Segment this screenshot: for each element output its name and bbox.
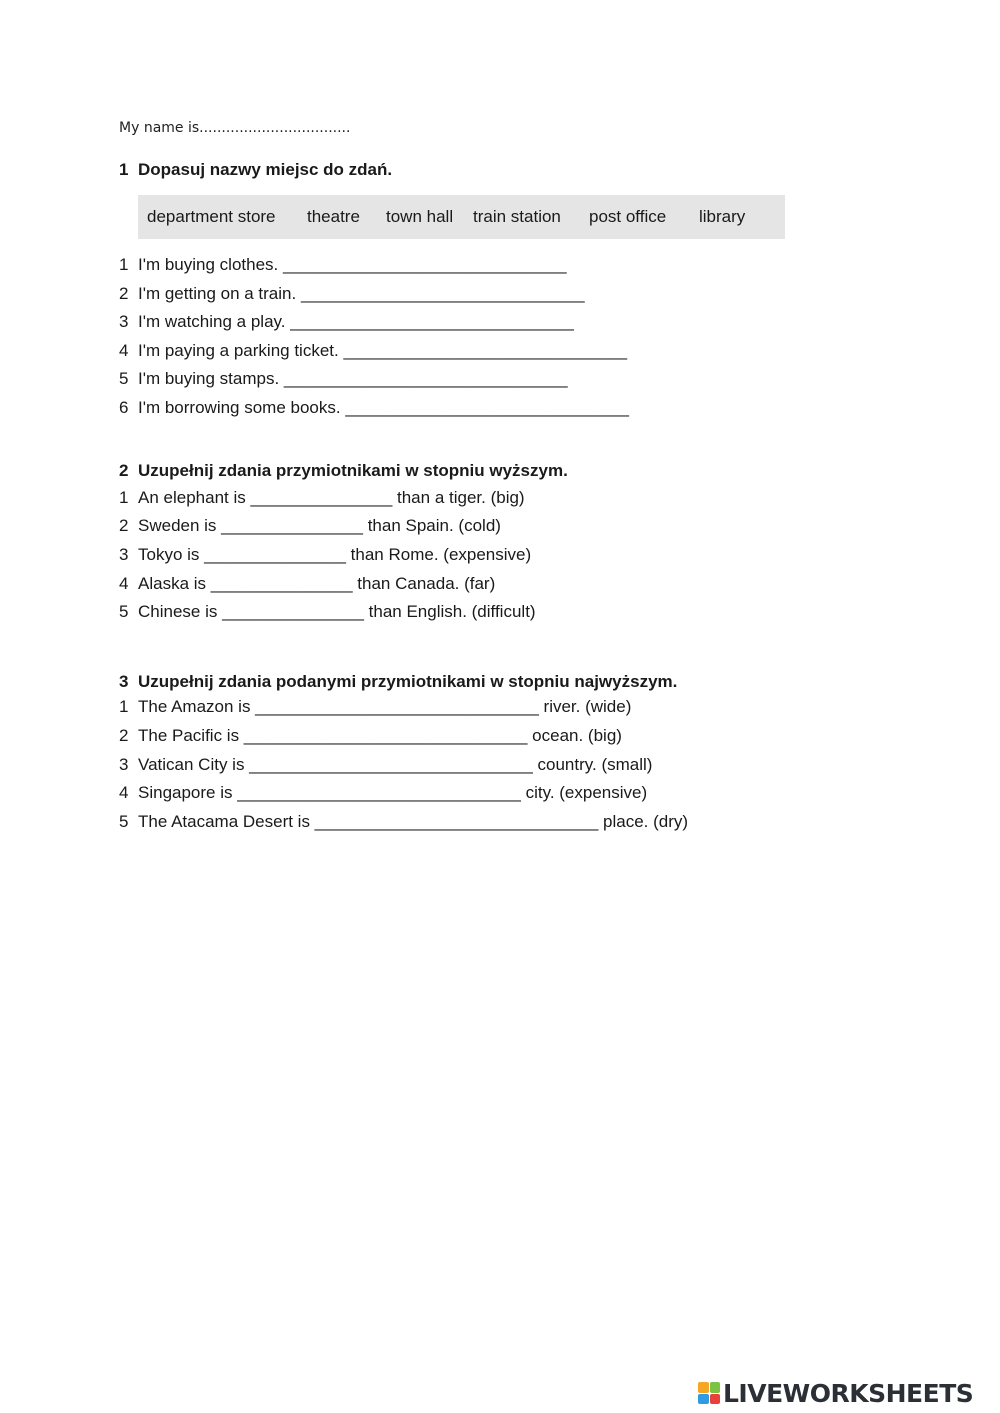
section-title: Dopasuj nazwy miejsc do zdań. bbox=[138, 160, 393, 179]
item-sentence[interactable]: I'm borrowing some books. ______________________________ bbox=[138, 398, 629, 417]
item-sentence[interactable]: An elephant is _______________ than a tiger. (big) bbox=[138, 488, 525, 507]
exercise-item bbox=[119, 516, 501, 536]
item-sentence[interactable]: Sweden is _______________ than Spain. (cold) bbox=[138, 516, 501, 535]
logo-square bbox=[698, 1382, 709, 1393]
item-sentence[interactable]: The Amazon is ______________________________ river. (wide) bbox=[138, 697, 632, 716]
word-bank-item[interactable]: town hall bbox=[386, 207, 454, 226]
item-sentence[interactable]: Singapore is ______________________________ city. (expensive) bbox=[138, 783, 648, 802]
logo-mark-icon bbox=[698, 1382, 720, 1404]
exercise-item bbox=[119, 755, 652, 775]
section-number: 1 bbox=[119, 160, 129, 179]
logo-brand-text: LIVEWORKSHEETS bbox=[723, 1378, 974, 1408]
item-number: 1 bbox=[119, 255, 129, 274]
item-sentence[interactable]: I'm paying a parking ticket. ______________________________ bbox=[138, 341, 628, 360]
exercise-item bbox=[119, 398, 629, 418]
exercise-item bbox=[119, 488, 525, 508]
exercise-item bbox=[119, 697, 631, 717]
item-sentence[interactable]: The Atacama Desert is ______________________________ place. (dry) bbox=[138, 812, 689, 831]
item-number: 2 bbox=[119, 726, 129, 745]
word-bank-item[interactable]: department store bbox=[147, 207, 276, 226]
section-1-heading bbox=[119, 160, 392, 180]
item-number: 2 bbox=[119, 284, 129, 303]
exercise-item bbox=[119, 602, 536, 622]
name-line: My name is.................................. bbox=[119, 120, 351, 136]
exercise-item bbox=[119, 726, 622, 746]
logo-square bbox=[710, 1382, 721, 1393]
section-2-heading bbox=[119, 461, 568, 481]
item-number: 4 bbox=[119, 783, 129, 802]
logo-square bbox=[698, 1394, 709, 1405]
section-title: Uzupełnij zdania przymiotnikami w stopniu wyższym. bbox=[138, 461, 568, 480]
item-number: 2 bbox=[119, 516, 129, 535]
item-sentence[interactable]: Tokyo is _______________ than Rome. (expensive) bbox=[138, 545, 532, 564]
exercise-item bbox=[119, 574, 495, 594]
logo-square bbox=[710, 1394, 721, 1405]
item-sentence[interactable]: I'm buying stamps. ______________________________ bbox=[138, 369, 568, 388]
word-bank-item[interactable]: theatre bbox=[307, 207, 360, 226]
word-bank bbox=[138, 195, 785, 239]
item-sentence[interactable]: I'm getting on a train. ______________________________ bbox=[138, 284, 585, 303]
exercise-item bbox=[119, 783, 647, 803]
exercise-item bbox=[119, 312, 574, 332]
item-number: 6 bbox=[119, 398, 129, 417]
item-number: 1 bbox=[119, 488, 129, 507]
item-sentence[interactable]: I'm watching a play. ______________________________ bbox=[138, 312, 574, 331]
exercise-item bbox=[119, 545, 531, 565]
liveworksheets-logo bbox=[698, 1379, 973, 1407]
section-number: 2 bbox=[119, 461, 129, 480]
item-number: 5 bbox=[119, 369, 129, 388]
item-number: 3 bbox=[119, 312, 129, 331]
item-number: 4 bbox=[119, 574, 129, 593]
item-sentence[interactable]: I'm buying clothes. ______________________________ bbox=[138, 255, 567, 274]
item-number: 5 bbox=[119, 812, 129, 831]
section-3-heading bbox=[119, 672, 677, 692]
word-bank-item[interactable]: post office bbox=[589, 207, 667, 226]
item-number: 3 bbox=[119, 545, 129, 564]
item-sentence[interactable]: Chinese is _______________ than English. (difficult) bbox=[138, 602, 536, 621]
item-number: 4 bbox=[119, 341, 129, 360]
exercise-item bbox=[119, 255, 567, 275]
word-bank-item[interactable]: train station bbox=[473, 207, 561, 226]
item-sentence[interactable]: Alaska is _______________ than Canada. (far) bbox=[138, 574, 496, 593]
word-bank-item[interactable]: library bbox=[699, 207, 746, 226]
exercise-item bbox=[119, 369, 568, 389]
item-number: 5 bbox=[119, 602, 129, 621]
item-sentence[interactable]: Vatican City is ______________________________ country. (small) bbox=[138, 755, 653, 774]
item-number: 3 bbox=[119, 755, 129, 774]
exercise-item bbox=[119, 341, 627, 361]
item-sentence[interactable]: The Pacific is ______________________________ ocean. (big) bbox=[138, 726, 622, 745]
exercise-item bbox=[119, 812, 688, 832]
section-number: 3 bbox=[119, 672, 129, 691]
item-number: 1 bbox=[119, 697, 129, 716]
exercise-item bbox=[119, 284, 585, 304]
section-title: Uzupełnij zdania podanymi przymiotnikami w stopniu najwyższym. bbox=[138, 672, 678, 691]
